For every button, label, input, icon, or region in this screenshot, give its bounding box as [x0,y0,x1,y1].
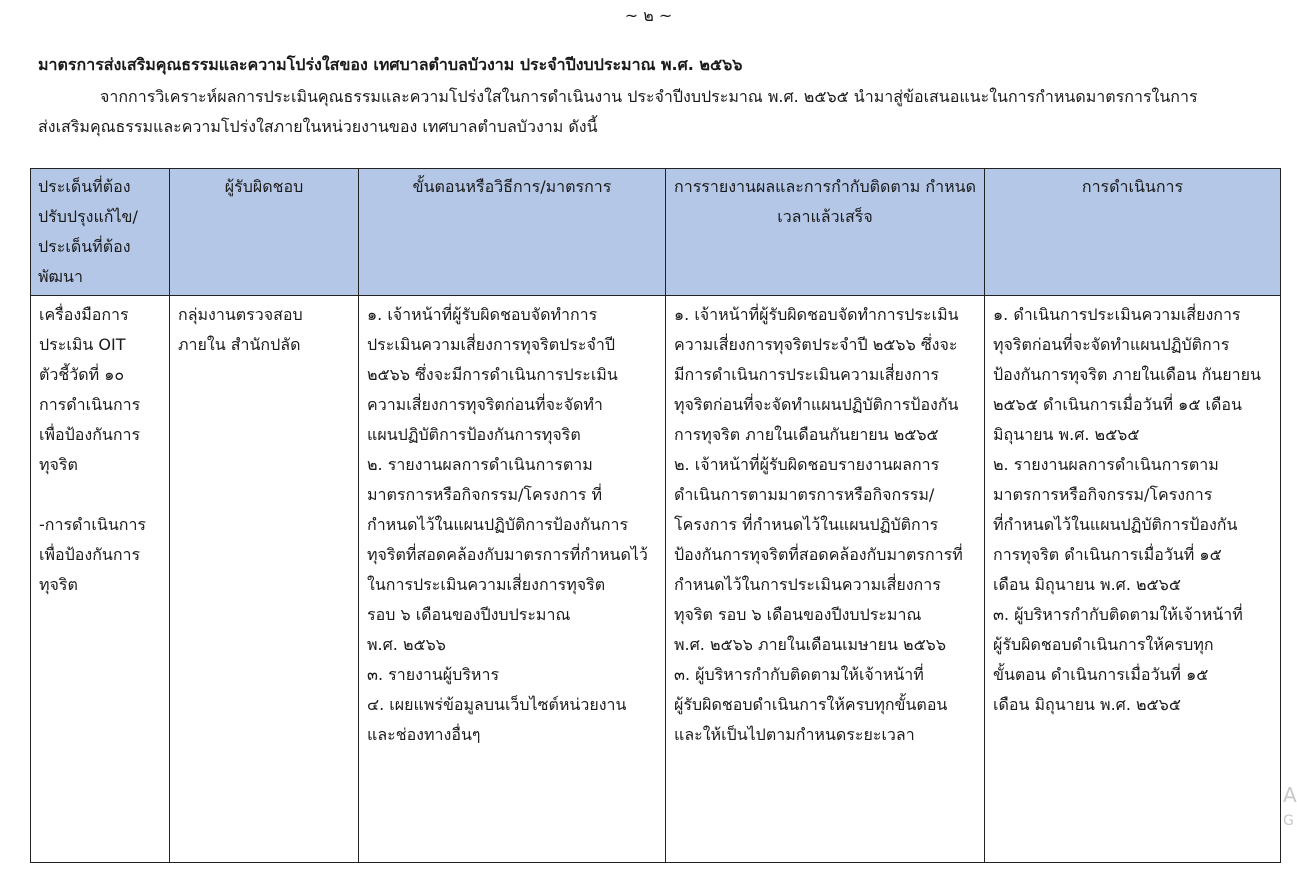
watermark-line-1: A [1283,783,1297,807]
cell-steps: ๑. เจ้าหน้าที่ผู้รับผิดชอบจัดทำการ ประเมินความเสี่ยงการทุจริตประจำปี ๒๕๖๖ ซึ่งจะมีการดำเนินการประเมิน ความเสี่ยงการทุจริตก่อนที่จะจัดทำ แผนปฏิบัติการป้องกันการทุจริต ๒. รายงานผลการดำเนินการตาม มาตรการหรือกิจกรรม/โครงการ ที่ กำหนดไว้ในแผนปฏิบัติการป้องกันการ ทุจริตที่สอดคล้องกับมาตรการที่กำหนดไว้ ในการประเมินความเสี่ยงการทุจริต รอบ ๖ เดือนของปีงบประมาณ พ.ศ. ๒๕๖๖ ๓. รายงานผู้บริหาร ๔. เผยแพร่ข้อมูลบนเว็บไซต์หน่วยงาน และช่องทางอื่นๆ [359,296,666,863]
document-title: มาตรการส่งเสริมคุณธรรมและความโปร่งใสของ เทศบาลตำบลบัวงาม ประจำปีงบประมาณ พ.ศ. ๒๕๖๖ [38,55,743,74]
intro-paragraph [38,82,1238,142]
header-steps: ขั้นตอนหรือวิธีการ/มาตรการ [359,169,666,296]
page-number: ~ ๒ ~ [624,6,673,25]
measures-table [30,168,1281,863]
table-row [31,296,1281,863]
header-issue: ประเด็นที่ต้องปรับปรุงแก้ไข/ ประเด็นที่ต้องพัฒนา [31,169,170,296]
table-header-row [31,169,1281,296]
cell-issue: เครื่องมือการ ประเมิน OIT ตัวชี้วัดที่ ๑๐ การดำเนินการ เพื่อป้องกันการ ทุจริต -การดำเนินการ เพื่อป้องกันการ ทุจริต [31,296,170,863]
activation-watermark [1283,782,1297,842]
header-reporting: การรายงานผลและการกำกับติดตาม กำหนดเวลาแล้วเสร็จ [666,169,985,296]
cell-reporting: ๑. เจ้าหน้าที่ผู้รับผิดชอบจัดทำการประเมิน ความเสี่ยงการทุจริตประจำปี ๒๕๖๖ ซึ่งจะ มีการดำเนินการประเมินความเสี่ยงการ ทุจริตก่อนที่จะจัดทำแผนปฏิบัติการป้องกัน การทุจริต ภายในเดือนกันยายน ๒๕๖๕ ๒. เจ้าหน้าที่ผู้รับผิดชอบรายงานผลการ ดำเนินการตามมาตรการหรือกิจกรรม/ โครงการ ที่กำหนดไว้ในแผนปฏิบัติการ ป้องกันการทุจริตที่สอดคล้องกับมาตรการที่ กำหนดไว้ในการประเมินความเสี่ยงการ ทุจริต รอบ ๖ เดือนของปีงบประมาณ พ.ศ. ๒๕๖๖ ภายในเดือนเมษายน ๒๕๖๖ ๓. ผู้บริหารกำกับติดตามให้เจ้าหน้าที่ ผู้รับผิดชอบดำเนินการให้ครบทุกขั้นตอน และให้เป็นไปตามกำหนดระยะเวลา [666,296,985,863]
cell-responsible: กลุ่มงานตรวจสอบ ภายใน สำนักปลัด [170,296,359,863]
intro-line-2: ส่งเสริมคุณธรรมและความโปร่งใสภายในหน่วยงานของ เทศบาลตำบลบัวงาม ดังนี้ [38,117,598,136]
header-action: การดำเนินการ [985,169,1281,296]
intro-line-1: จากการวิเคราะห์ผลการประเมินคุณธรรมและความโปร่งใสในการดำเนินงาน ประจำปีงบประมาณ พ.ศ. ๒๕๖๕ นำมาสู่ข้อเสนอแนะในการกำหนดมาตรการในการ [100,87,1198,106]
watermark-line-2: G [1283,813,1294,829]
cell-action: ๑. ดำเนินการประเมินความเสี่ยงการ ทุจริตก่อนที่จะจัดทำแผนปฏิบัติการ ป้องกันการทุจริต ภายในเดือน กันยายน ๒๕๖๕ ดำเนินการเมื่อวันที่ ๑๕ เดือน มิถุนายน พ.ศ. ๒๕๖๕ ๒. รายงานผลการดำเนินการตาม มาตรการหรือกิจกรรม/โครงการ ที่กำหนดไว้ในแผนปฏิบัติการป้องกัน การทุจริต ดำเนินการเมื่อวันที่ ๑๕ เดือน มิถุนายน พ.ศ. ๒๕๖๕ ๓. ผู้บริหารกำกับติดตามให้เจ้าหน้าที่ ผู้รับผิดชอบดำเนินการให้ครบทุก ขั้นตอน ดำเนินการเมื่อวันที่ ๑๕ เดือน มิถุนายน พ.ศ. ๒๕๖๕ [985,296,1281,863]
header-responsible: ผู้รับผิดชอบ [170,169,359,296]
